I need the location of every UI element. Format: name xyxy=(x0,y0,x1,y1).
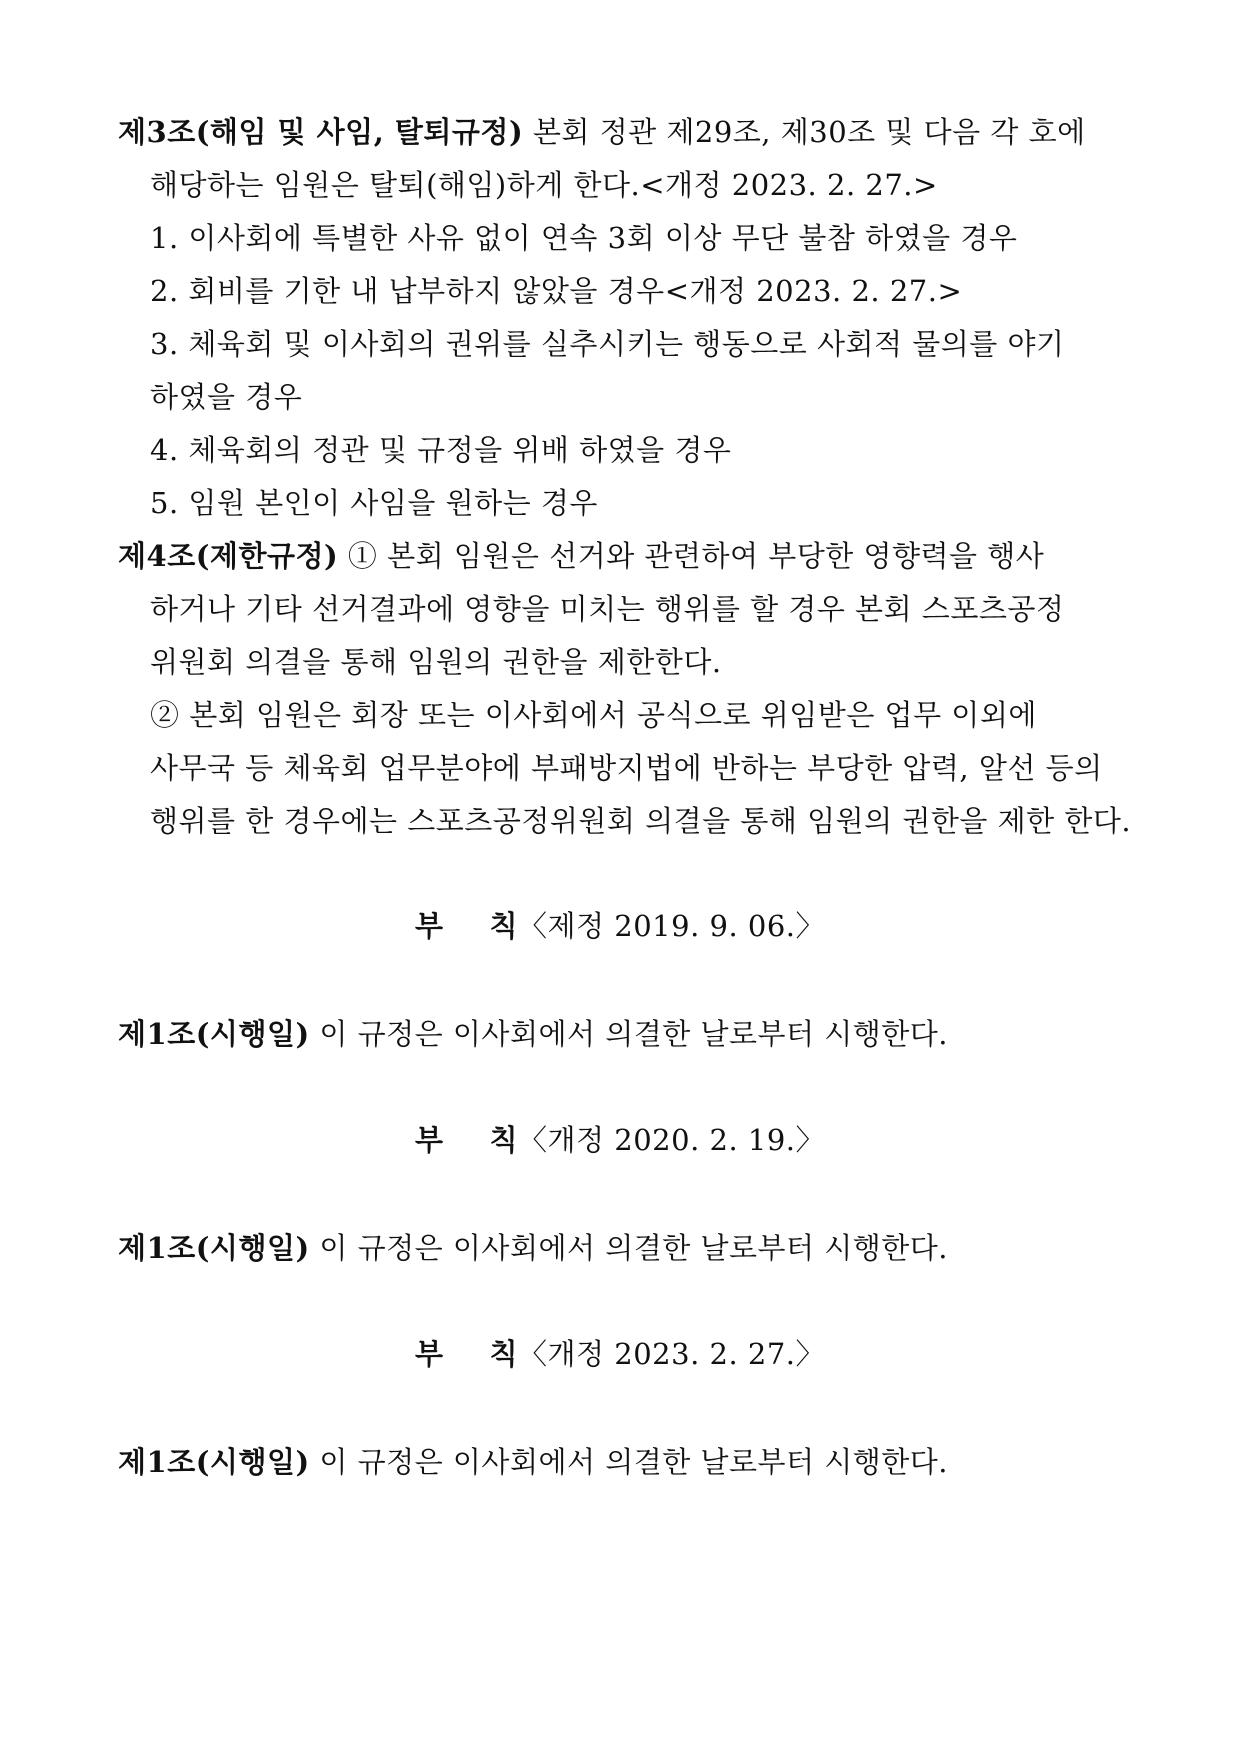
supplement-1-article-heading: 제1조(시행일) xyxy=(118,1017,310,1051)
supplement-2-title-a: 부 xyxy=(414,1123,444,1157)
article3-line1 xyxy=(118,114,1086,150)
supplement-3-article-heading: 제1조(시행일) xyxy=(118,1445,310,1479)
article4-line4: ② 본회 임원은 회장 또는 이사회에서 공식으로 위임받은 업무 이외에 xyxy=(150,698,1037,732)
supplement-1-article-text: 이 규정은 이사회에서 의결한 날로부터 시행한다. xyxy=(309,1017,949,1051)
supplement-3-article-text: 이 규정은 이사회에서 의결한 날로부터 시행한다. xyxy=(309,1445,949,1479)
supplement-1-article xyxy=(118,1016,948,1052)
article3-item-3: 3. 체육회 및 이사회의 권위를 실추시키는 행동으로 사회적 물의를 야기 xyxy=(150,327,1065,361)
article4-line1-text: ① 본회 임원은 선거와 관련하여 부당한 영향력을 행사 xyxy=(338,539,1045,573)
supplement-2-article xyxy=(118,1230,948,1266)
supplement-3-title-b: 칙 xyxy=(489,1337,519,1371)
supplement-1-title-a: 부 xyxy=(414,909,444,943)
supplement-2-title xyxy=(0,1122,1240,1158)
supplement-3-article xyxy=(118,1444,948,1480)
article4-line3: 위원회 의결을 통해 임원의 권한을 제한한다. xyxy=(150,645,722,679)
supplement-2-article-text: 이 규정은 이사회에서 의결한 날로부터 시행한다. xyxy=(309,1231,949,1265)
article4-line1 xyxy=(118,538,1044,574)
supplement-2-date: 〈개정 2020. 2. 19.〉 xyxy=(518,1123,826,1157)
article4-line6: 행위를 한 경우에는 스포츠공정위원회 의결을 통해 임원의 권한을 제한 한다. xyxy=(150,804,1132,838)
article3-item-1: 1. 이사회에 특별한 사유 없이 연속 3회 이상 무단 불참 하였을 경우 xyxy=(150,221,1018,255)
article4-line5: 사무국 등 체육회 업무분야에 부패방지법에 반하는 부당한 압력, 알선 등의 xyxy=(150,751,1103,785)
supplement-3-title xyxy=(0,1336,1240,1372)
article4-line2: 하거나 기타 선거결과에 영향을 미치는 행위를 할 경우 본회 스포츠공정 xyxy=(150,592,1065,626)
article4-heading: 제4조(제한규정) xyxy=(118,539,339,573)
supplement-2-article-heading: 제1조(시행일) xyxy=(118,1231,310,1265)
supplement-2-title-b: 칙 xyxy=(489,1123,519,1157)
article3-item-5: 5. 임원 본인이 사임을 원하는 경우 xyxy=(150,486,598,520)
supplement-3-title-a: 부 xyxy=(414,1337,444,1371)
article3-line2: 해당하는 임원은 탈퇴(해임)하게 한다.<개정 2023. 2. 27.> xyxy=(150,168,938,202)
supplement-1-date: 〈제정 2019. 9. 06.〉 xyxy=(518,909,826,943)
article3-item-2: 2. 회비를 기한 내 납부하지 않았을 경우<개정 2023. 2. 27.> xyxy=(150,274,963,308)
article3-heading: 제3조(해임 및 사임, 탈퇴규정) xyxy=(118,115,524,149)
article3-item-3-cont: 하였을 경우 xyxy=(150,380,303,414)
supplement-1-title xyxy=(0,908,1240,944)
supplement-1-title-b: 칙 xyxy=(489,909,519,943)
supplement-3-date: 〈개정 2023. 2. 27.〉 xyxy=(518,1337,826,1371)
article3-line1-text: 본회 정관 제29조, 제30조 및 다음 각 호에 xyxy=(523,115,1086,149)
article3-item-4: 4. 체육회의 정관 및 규정을 위배 하였을 경우 xyxy=(150,433,732,467)
